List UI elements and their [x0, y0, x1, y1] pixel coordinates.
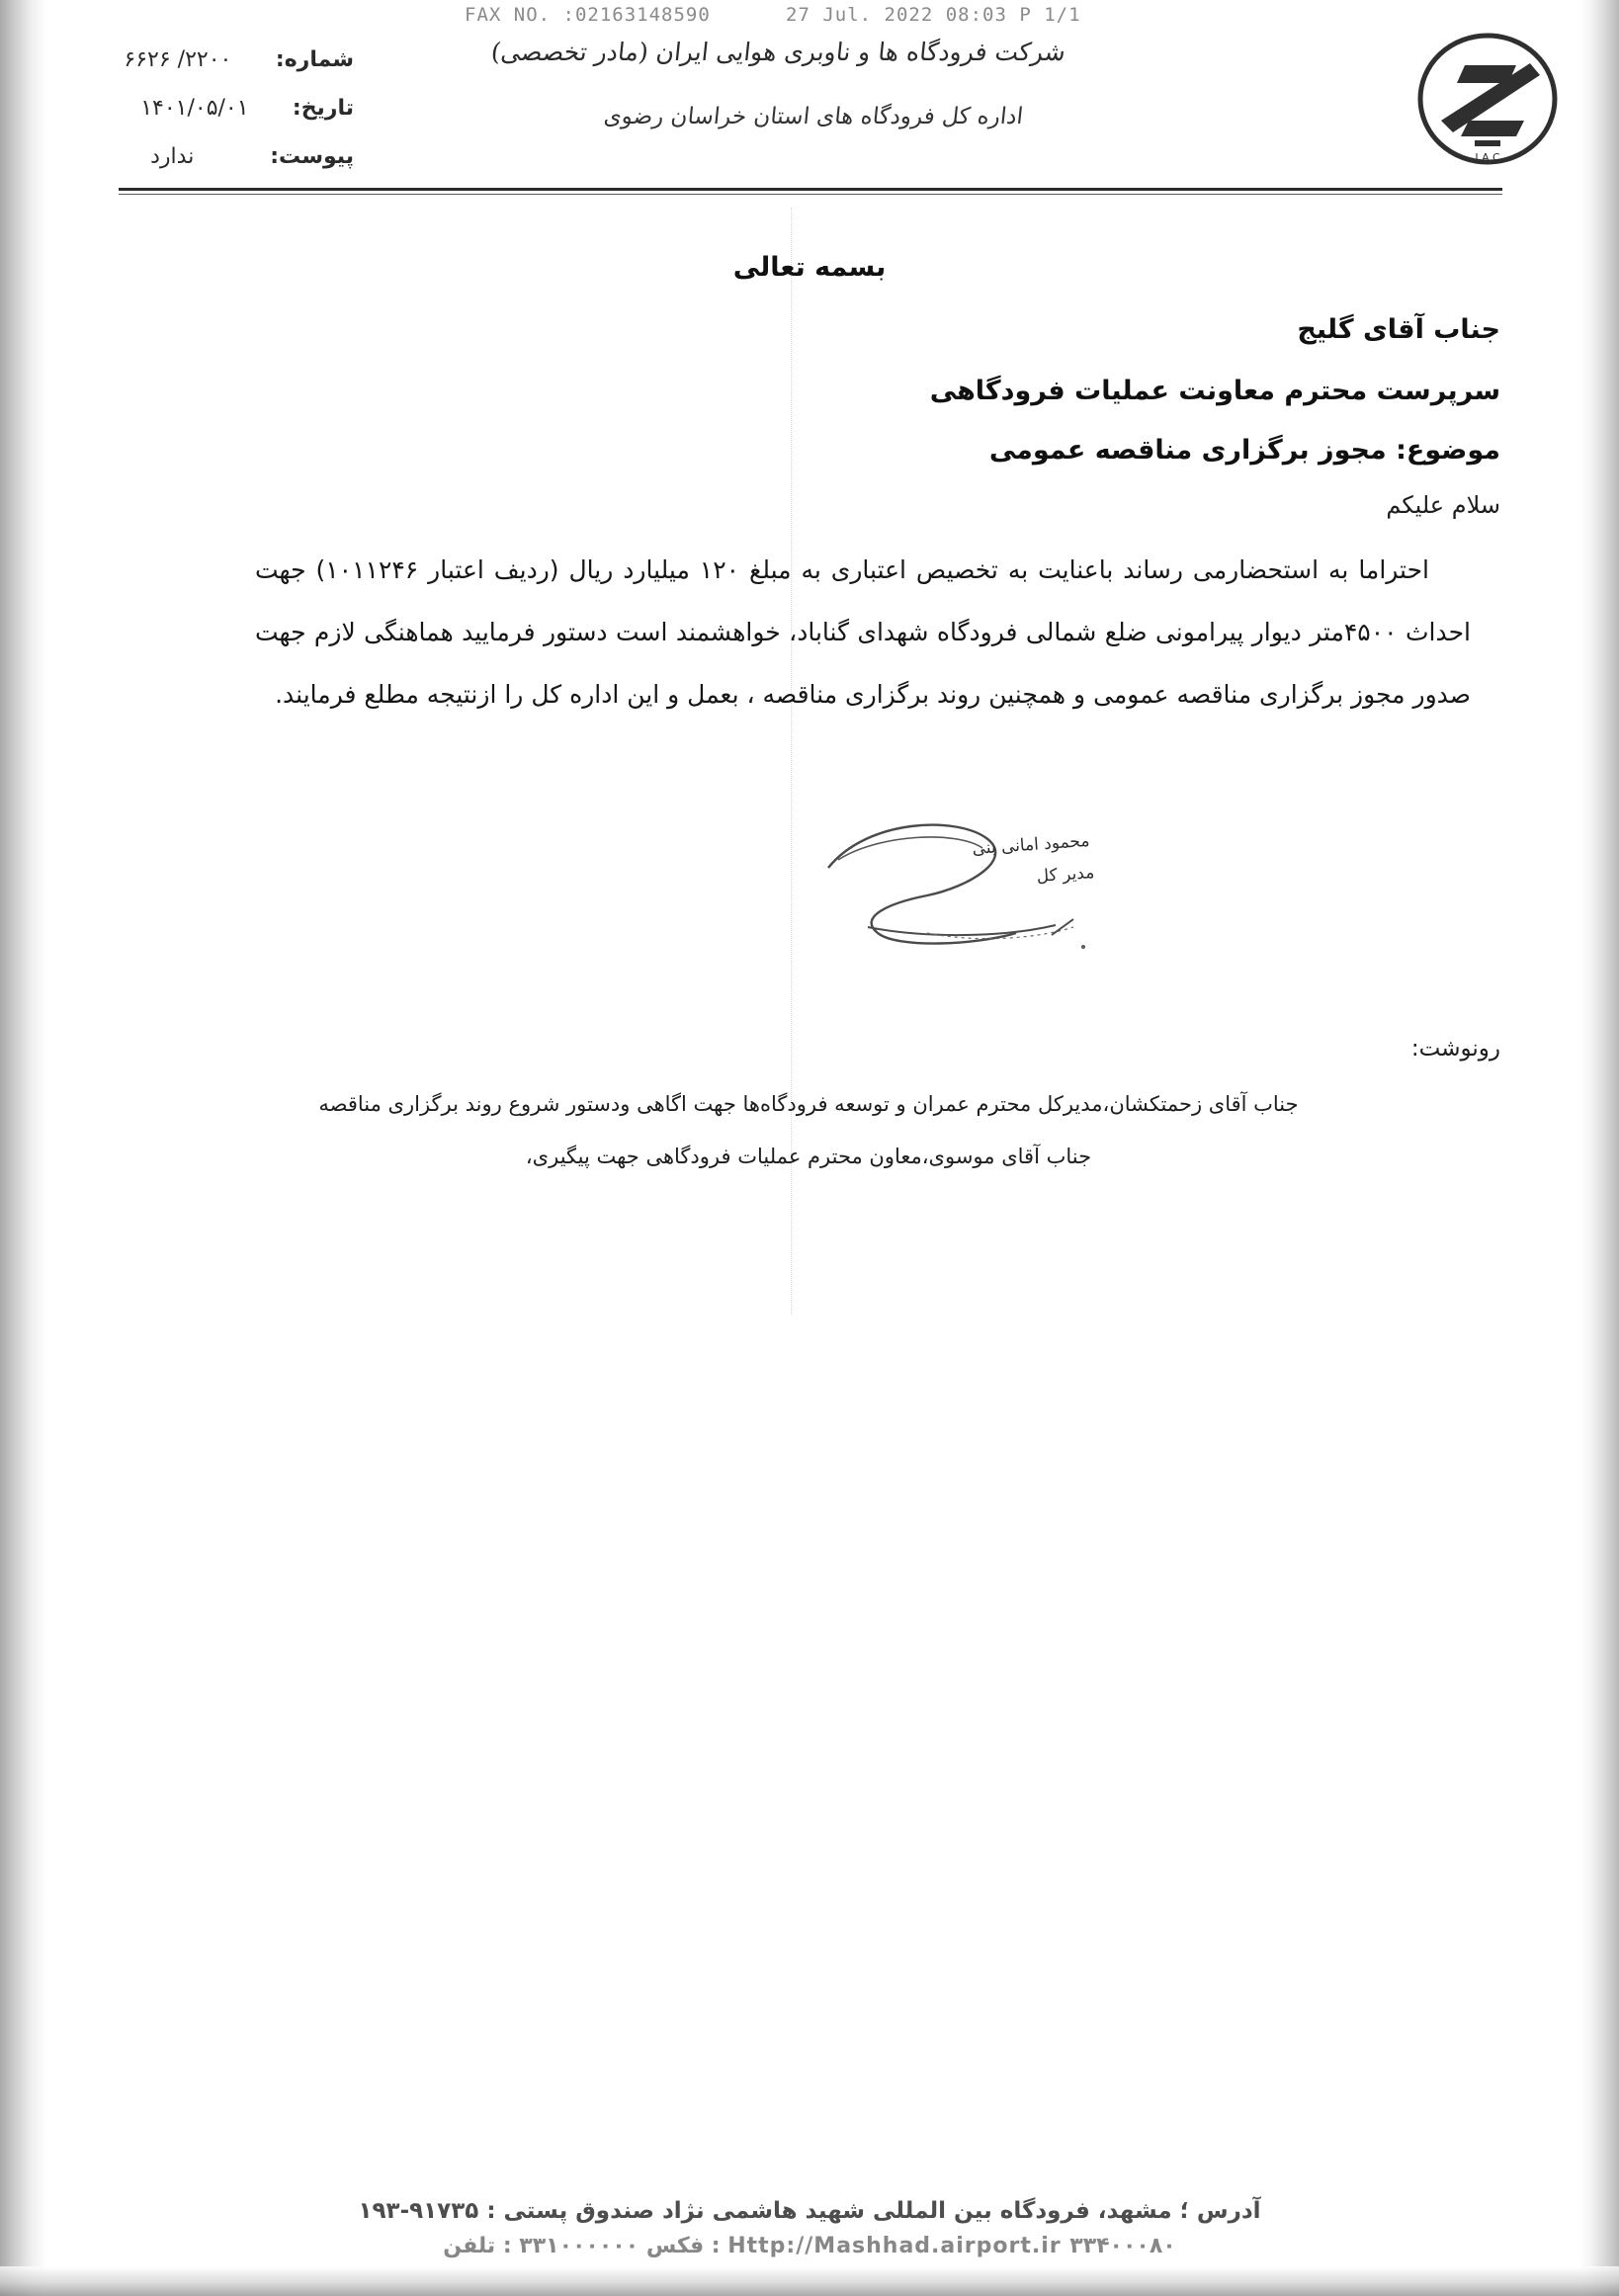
meta-value-date: ۱۴۰۱/۰۵/۰۱: [140, 96, 249, 121]
cc-item: جناب آقای موسوی،معاون محترم عملیات فرودگاهی جهت پیگیری،: [525, 1145, 1092, 1168]
fax-transmission-header: [0, 4, 1619, 30]
footer-address: آدرس ؛ مشهد، فرودگاه بین المللی شهید هاشمی نژاد صندوق پستی : ۹۱۷۳۵-۱۹۳: [358, 2198, 1261, 2224]
signer-name: محمود امانی بنی: [971, 830, 1091, 860]
fax-timestamp: 27 Jul. 2022 08:03 P 1/1: [786, 4, 1081, 26]
document-body: احتراما به استحضارمی رساند باعنایت به تخصیص اعتباری به مبلغ ۱۲۰ میلیارد ریال (ردیف اعتبار ۱۰۱۱۲۴۶) جهت احداث ۴۵۰۰متر دیوار پیرامونی ضلع شمالی فرودگاه شهدای گناباد، خواهشمند است دستور فرمایید هماهنگی لازم جهت صدور مجوز برگزاری مناقصه عمومی و همچنین روند برگزاری مناقصه ، بعمل و این اداره کل را ازنتیجه مطلع فرمایند.: [255, 555, 1472, 709]
cc-item: جناب آقای زحمتکشان،مدیرکل محترم عمران و توسعه فرودگاه‌ها جهت اگاهی ودستور شروع روند برگزاری مناقصه: [318, 1092, 1299, 1116]
meta-row-attachment: [98, 144, 354, 169]
meta-label-date: تاریخ:: [292, 96, 354, 121]
basmala-text: بسمه تعالی: [732, 252, 887, 283]
scan-edge-bottom: [0, 2266, 1619, 2296]
organization-subtitle: اداره کل فرودگاه های استان خراسان رضوی: [602, 104, 1025, 129]
scan-edge-right: [1579, 0, 1619, 2296]
document-subject: موضوع: مجوز برگزاری مناقصه عمومی: [988, 435, 1500, 466]
letterhead-titles: [489, 38, 1067, 129]
meta-value-attachment: ندارد: [150, 144, 195, 169]
header-divider: [119, 188, 1502, 191]
document-footer: [0, 2198, 1619, 2258]
addressee-name: جناب آقای گلیج: [1297, 314, 1500, 345]
svg-text:I.A.C: I.A.C: [1475, 151, 1500, 164]
organization-title: شرکت فرودگاه ها و ناوبری هوایی ایران (مادر تخصصی): [489, 38, 1067, 66]
scan-edge-left: [0, 0, 47, 2296]
iran-airports-logo-icon: [1413, 30, 1562, 168]
fax-number: FAX NO. :02163148590: [465, 4, 711, 26]
meta-row-date: [121, 96, 354, 121]
greeting-text: سلام علیکم: [1386, 491, 1500, 519]
addressee-title: سرپرست محترم معاونت عملیات فرودگاهی: [929, 376, 1500, 406]
meta-row-number: [104, 47, 354, 72]
header-divider-secondary: [119, 194, 1502, 195]
footer-contact: Http://Mashhad.airport.ir ۳۳۴۰۰۰۸۰ : فکس ۳۳۱۰۰۰۰۰۰ : تلفن: [443, 2234, 1176, 2258]
signature-block: [868, 830, 1194, 888]
signer-title: مدیر کل: [1036, 862, 1095, 888]
cc-label: رونوشت:: [1410, 1036, 1500, 1062]
meta-label-attachment: پیوست:: [270, 144, 354, 169]
meta-value-number: ۲۲۰۰/ ۶۶۲۶: [124, 47, 232, 72]
meta-label-number: شماره:: [275, 47, 354, 72]
